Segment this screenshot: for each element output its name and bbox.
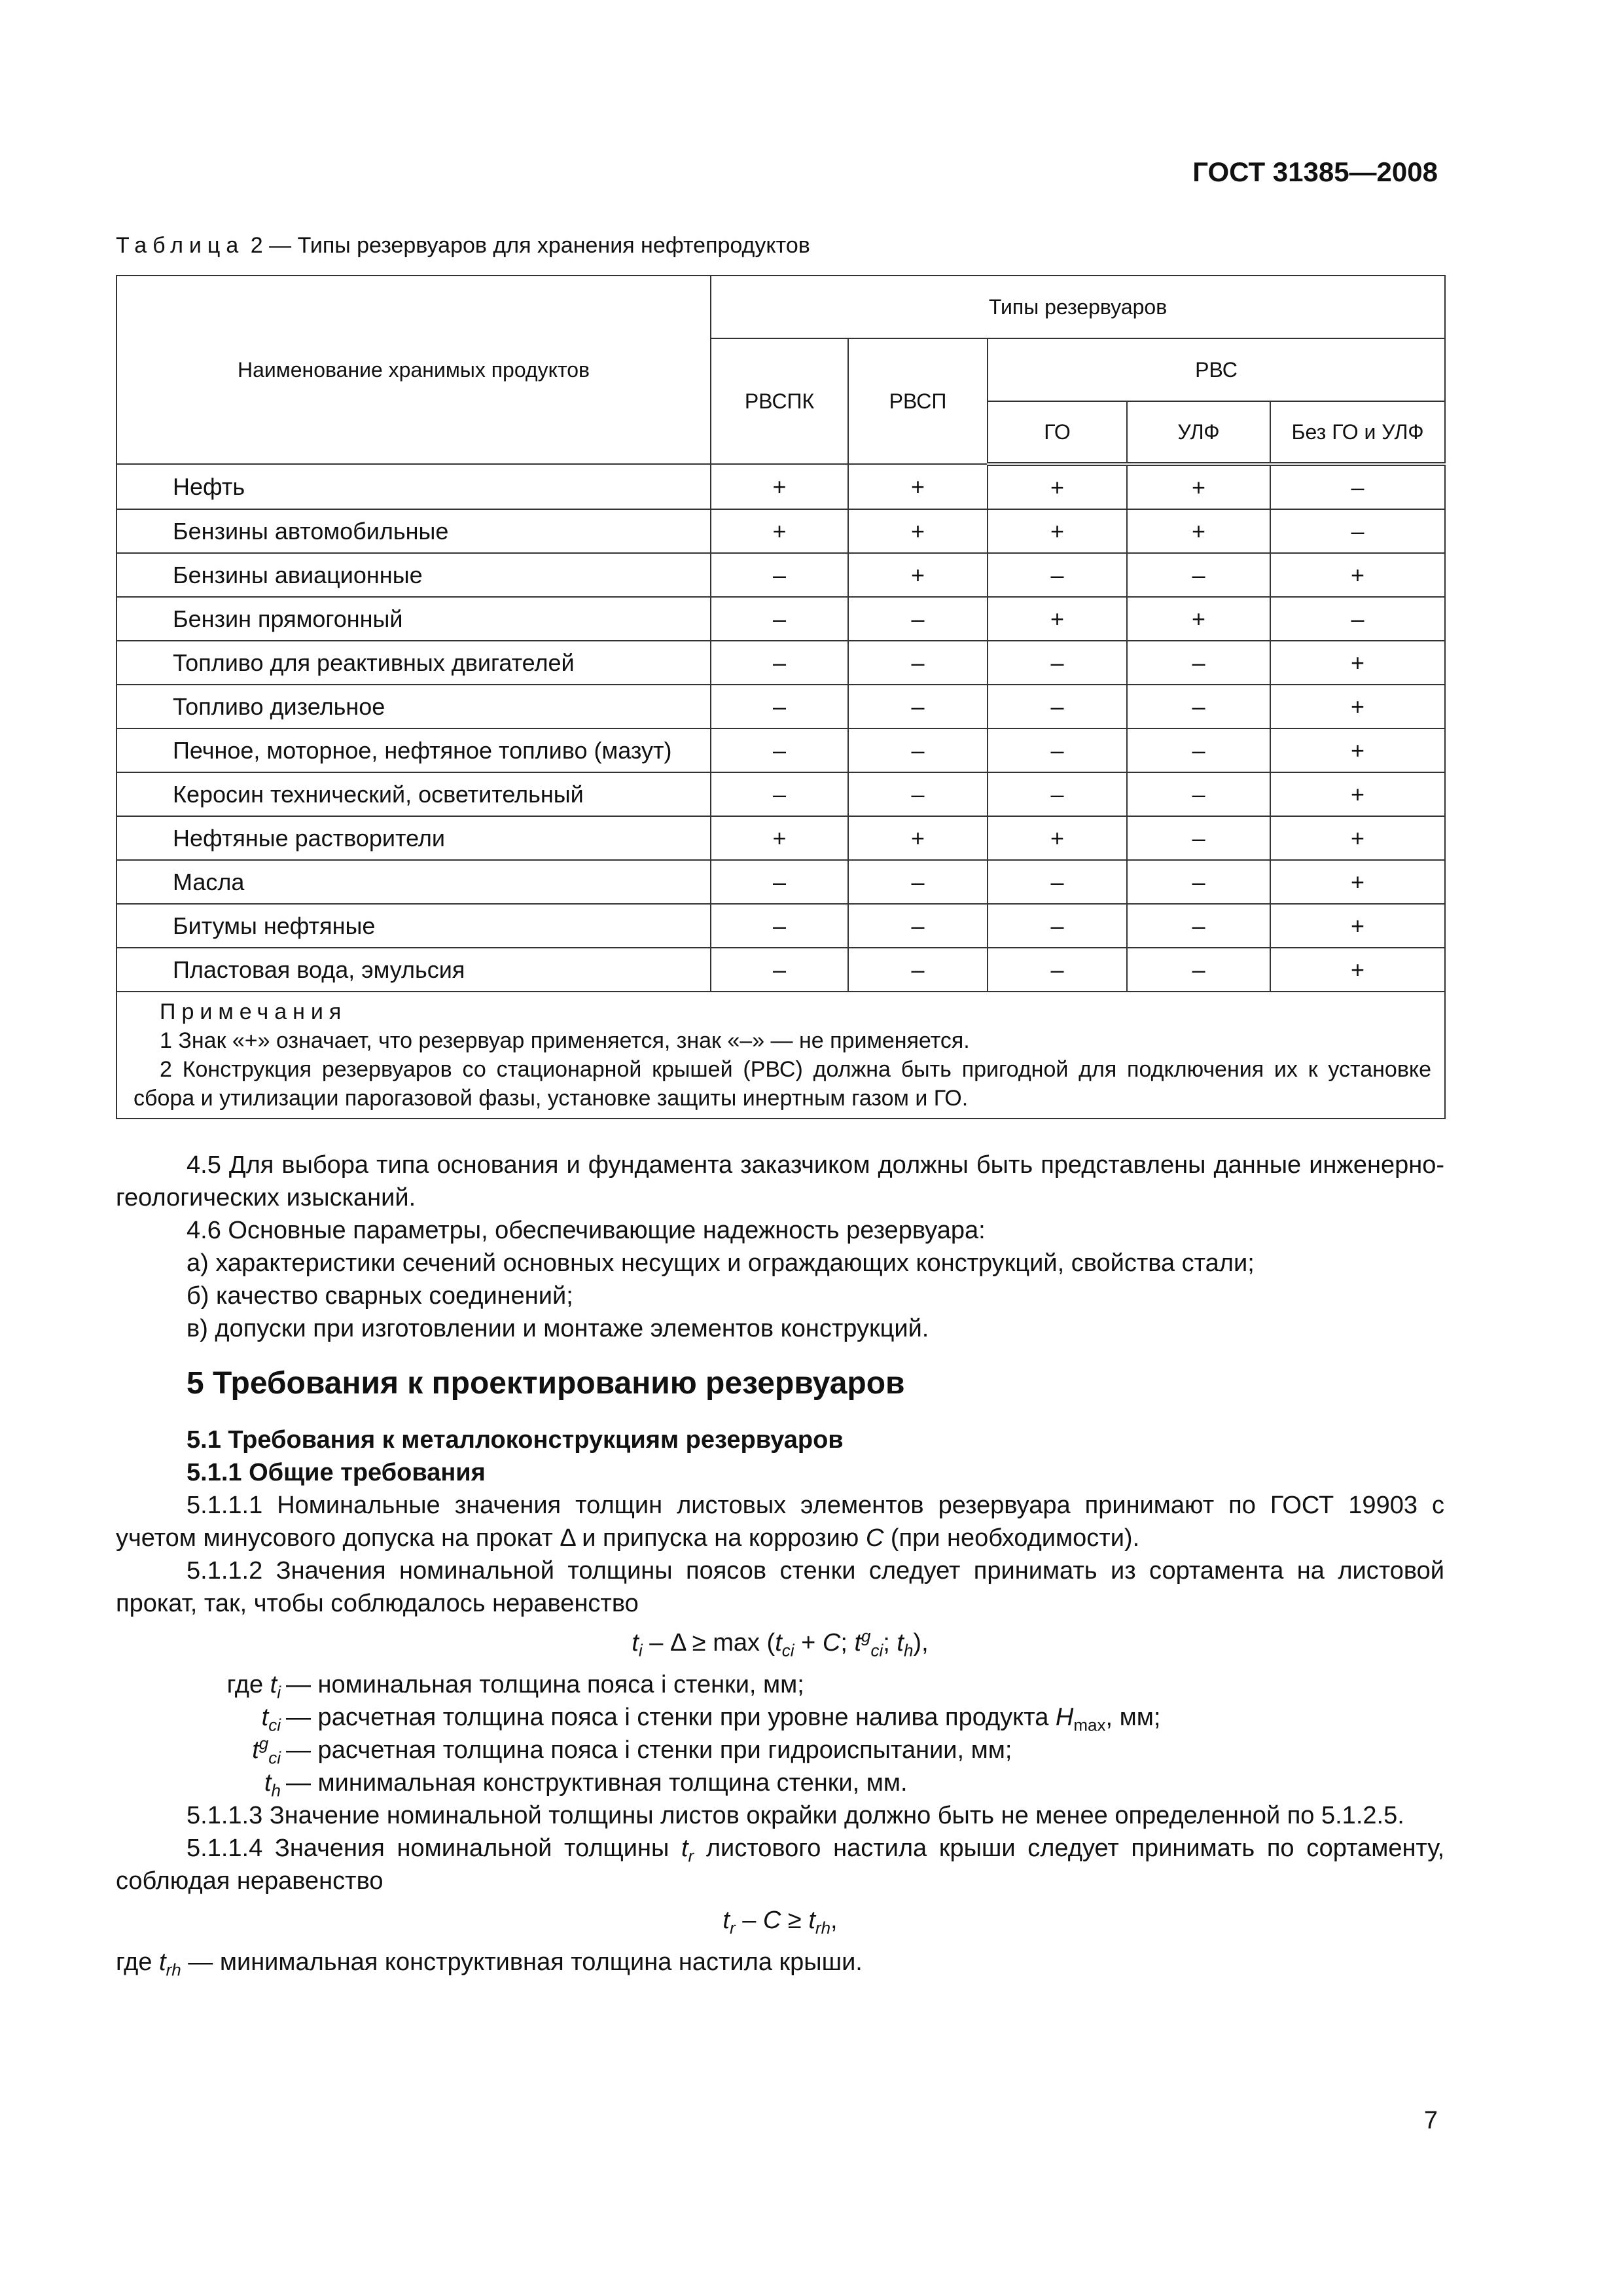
table-caption xyxy=(116,229,810,262)
header-go: ГО xyxy=(988,401,1127,464)
applicability-cell: – xyxy=(711,553,848,597)
table-row xyxy=(116,816,1445,860)
def-tci: $t_{ci}$ — расчетная толщина пояса i стенки при уровне налива продукта $H_{max}$, мм; xyxy=(261,1704,1161,1735)
applicability-cell: + xyxy=(711,816,848,860)
product-name-cell: Нефтяные растворители xyxy=(116,816,711,860)
applicability-cell: + xyxy=(1270,553,1445,597)
def-tgci: $t^g_{ci}$ — расчетная толщина пояса i стенки при гидроиспытании, мм; xyxy=(252,1733,1012,1768)
product-name-cell: Топливо для реактивных двигателей xyxy=(116,641,711,685)
product-name-cell: Бензины автомобильные xyxy=(116,509,711,553)
product-name-cell: Топливо дизельное xyxy=(116,685,711,728)
table-row xyxy=(116,772,1445,816)
product-name-cell: Керосин технический, осветительный xyxy=(116,772,711,816)
table-notes xyxy=(116,992,1445,1119)
applicability-cell: + xyxy=(988,816,1127,860)
applicability-cell: + xyxy=(988,597,1127,641)
delta-symbol: Δ xyxy=(560,1524,575,1552)
applicability-cell: – xyxy=(711,685,848,728)
table-row xyxy=(116,860,1445,904)
table-row xyxy=(116,597,1445,641)
table-row xyxy=(116,464,1445,509)
applicability-cell: – xyxy=(1270,464,1445,509)
note-2: 2 Конструкция резервуаров со стационарной крышей (РВС) должна быть пригодной для подключения их к установке сбора и утилизации парогазовой фазы, установке защиты инертным газом и ГО. xyxy=(134,1057,1432,1111)
table-row xyxy=(116,641,1445,685)
applicability-cell: – xyxy=(988,685,1127,728)
applicability-cell: – xyxy=(1127,904,1270,948)
applicability-cell: – xyxy=(988,948,1127,992)
applicability-cell: – xyxy=(711,728,848,772)
applicability-cell: + xyxy=(1127,597,1270,641)
applicability-cell: – xyxy=(711,597,848,641)
def-trh: где $t_{rh}$ — минимальная конструктивная толщина настила крыши. xyxy=(116,1948,863,1980)
page-number: 7 xyxy=(1423,2107,1438,2134)
applicability-cell: – xyxy=(848,685,988,728)
table-body xyxy=(116,464,1445,1119)
header-product-name: Наименование хранимых продуктов xyxy=(116,276,711,464)
section-5-heading: 5 Требования к проектированию резервуаров xyxy=(187,1366,905,1401)
applicability-cell: – xyxy=(1127,772,1270,816)
table-row xyxy=(116,685,1445,728)
applicability-cell: + xyxy=(988,464,1127,509)
applicability-cell: + xyxy=(1270,772,1445,816)
header-rvs: РВС xyxy=(988,338,1445,401)
body-text xyxy=(116,1149,1444,1979)
applicability-cell: + xyxy=(1270,860,1445,904)
applicability-cell: – xyxy=(1127,860,1270,904)
para-4-6-b: б) качество сварных соединений; xyxy=(187,1282,573,1310)
applicability-cell: + xyxy=(848,509,988,553)
applicability-cell: – xyxy=(1127,641,1270,685)
product-name-cell: Битумы нефтяные xyxy=(116,904,711,948)
header-rvsp: РВСП xyxy=(848,338,988,464)
applicability-cell: + xyxy=(1127,509,1270,553)
header-rvspk: РВСПК xyxy=(711,338,848,464)
applicability-cell: – xyxy=(848,948,988,992)
def-th: $t_h$ — минимальная конструктивная толщина стенки, мм. xyxy=(264,1769,908,1801)
para-5-1-1-2: 5.1.1.2 Значения номинальной толщины поясов стенки следует принимать из сортамента на листовой прокат, так, чтобы соблюдалось неравенство xyxy=(116,1557,1444,1617)
para-5-1-1-3: 5.1.1.3 Значение номинальной толщины листов окрайки должно быть не менее определенной по 5.1.2.5. xyxy=(187,1802,1404,1829)
applicability-cell: + xyxy=(848,553,988,597)
corrosion-symbol: C xyxy=(865,1524,884,1552)
product-name-cell: Пластовая вода, эмульсия xyxy=(116,948,711,992)
applicability-cell: – xyxy=(1127,948,1270,992)
table-row xyxy=(116,553,1445,597)
applicability-cell: – xyxy=(848,641,988,685)
para-4-6-c: в) допуски при изготовлении и монтаже элементов конструкций. xyxy=(187,1315,929,1342)
table-row xyxy=(116,904,1445,948)
applicability-cell: + xyxy=(1270,728,1445,772)
applicability-cell: + xyxy=(1127,464,1270,509)
applicability-cell: – xyxy=(848,772,988,816)
para-4-6: 4.6 Основные параметры, обеспечивающие надежность резервуара: xyxy=(187,1217,986,1244)
applicability-cell: – xyxy=(988,904,1127,948)
applicability-cell: – xyxy=(711,641,848,685)
para-5-1-1-4: 5.1.1.4 Значения номинальной толщины $t_r$ листового настила крыши следует принимать по сортаменту, соблюдая неравенство xyxy=(116,1835,1445,1895)
applicability-cell: – xyxy=(988,553,1127,597)
table-row xyxy=(116,948,1445,992)
applicability-cell: – xyxy=(1127,728,1270,772)
applicability-cell: – xyxy=(1270,597,1445,641)
applicability-cell: – xyxy=(711,772,848,816)
table-caption-label: Таблица xyxy=(116,233,245,258)
standard-code: ГОСТ 31385—2008 xyxy=(1192,156,1438,187)
table-row xyxy=(116,728,1445,772)
applicability-cell: + xyxy=(1270,948,1445,992)
applicability-cell: – xyxy=(988,641,1127,685)
notes-row xyxy=(116,992,1445,1119)
product-name-cell: Масла xyxy=(116,860,711,904)
section-5-1-1-heading: 5.1.1 Общие требования xyxy=(187,1459,486,1486)
formula-wall-thickness: $t_i - \Delta \ge \max (t_{ci} + C$; $t^g_{ci}$; $t_h$), xyxy=(632,1626,929,1660)
applicability-cell: – xyxy=(1127,816,1270,860)
header-none: Без ГО и УЛФ xyxy=(1270,401,1445,464)
applicability-cell: – xyxy=(848,860,988,904)
applicability-cell: + xyxy=(711,509,848,553)
applicability-cell: + xyxy=(1270,685,1445,728)
applicability-cell: + xyxy=(988,509,1127,553)
product-name-cell: Нефть xyxy=(116,464,711,509)
note-1: 1 Знак «+» означает, что резервуар применяется, знак «–» — не применяется. xyxy=(160,1028,970,1053)
applicability-cell: – xyxy=(988,860,1127,904)
notes-title: Примечания xyxy=(160,999,348,1024)
table-caption-title: 2 — Типы резервуаров для хранения нефтепродуктов xyxy=(250,233,810,258)
applicability-cell: – xyxy=(711,860,848,904)
applicability-cell: + xyxy=(1270,904,1445,948)
para-4-6-a: а) характеристики сечений основных несущих и ограждающих конструкций, свойства стали; xyxy=(187,1249,1255,1277)
header-tank-types: Типы резервуаров xyxy=(711,276,1445,338)
formula-roof-thickness: $t_r - C \ge t_{rh}$, xyxy=(722,1907,838,1938)
applicability-cell: – xyxy=(848,728,988,772)
table-row xyxy=(116,509,1445,553)
product-name-cell: Бензины авиационные xyxy=(116,553,711,597)
def-ti: где $t_i$ — номинальная толщина пояса i стенки, мм; xyxy=(226,1671,804,1702)
section-5-1-heading: 5.1 Требования к металлоконструкциям резервуаров xyxy=(187,1426,844,1454)
applicability-cell: + xyxy=(848,464,988,509)
applicability-cell: + xyxy=(711,464,848,509)
para-4-5: 4.5 Для выбора типа основания и фундамента заказчиком должны быть представлены данные инженерно-геологических изысканий. xyxy=(116,1151,1444,1211)
applicability-cell: – xyxy=(711,948,848,992)
applicability-cell: + xyxy=(1270,816,1445,860)
applicability-cell: – xyxy=(848,597,988,641)
applicability-cell: – xyxy=(1127,685,1270,728)
applicability-cell: – xyxy=(1127,553,1270,597)
applicability-cell: – xyxy=(988,728,1127,772)
header-ulf: УЛФ xyxy=(1127,401,1270,464)
product-name-cell: Печное, моторное, нефтяное топливо (мазут) xyxy=(116,728,711,772)
para-5-1-1-1: 5.1.1.1 Номинальные значения толщин листовых элементов резервуара принимают по ГОСТ 19903 с учетом минусового допуска на прокат Δ и припуска на коррозию C (при необходимости). xyxy=(116,1492,1444,1552)
applicability-cell: – xyxy=(848,904,988,948)
applicability-cell: – xyxy=(711,904,848,948)
applicability-cell: + xyxy=(848,816,988,860)
applicability-cell: – xyxy=(1270,509,1445,553)
applicability-cell: – xyxy=(988,772,1127,816)
tank-types-table xyxy=(116,275,1446,1119)
product-name-cell: Бензин прямогонный xyxy=(116,597,711,641)
applicability-cell: + xyxy=(1270,641,1445,685)
